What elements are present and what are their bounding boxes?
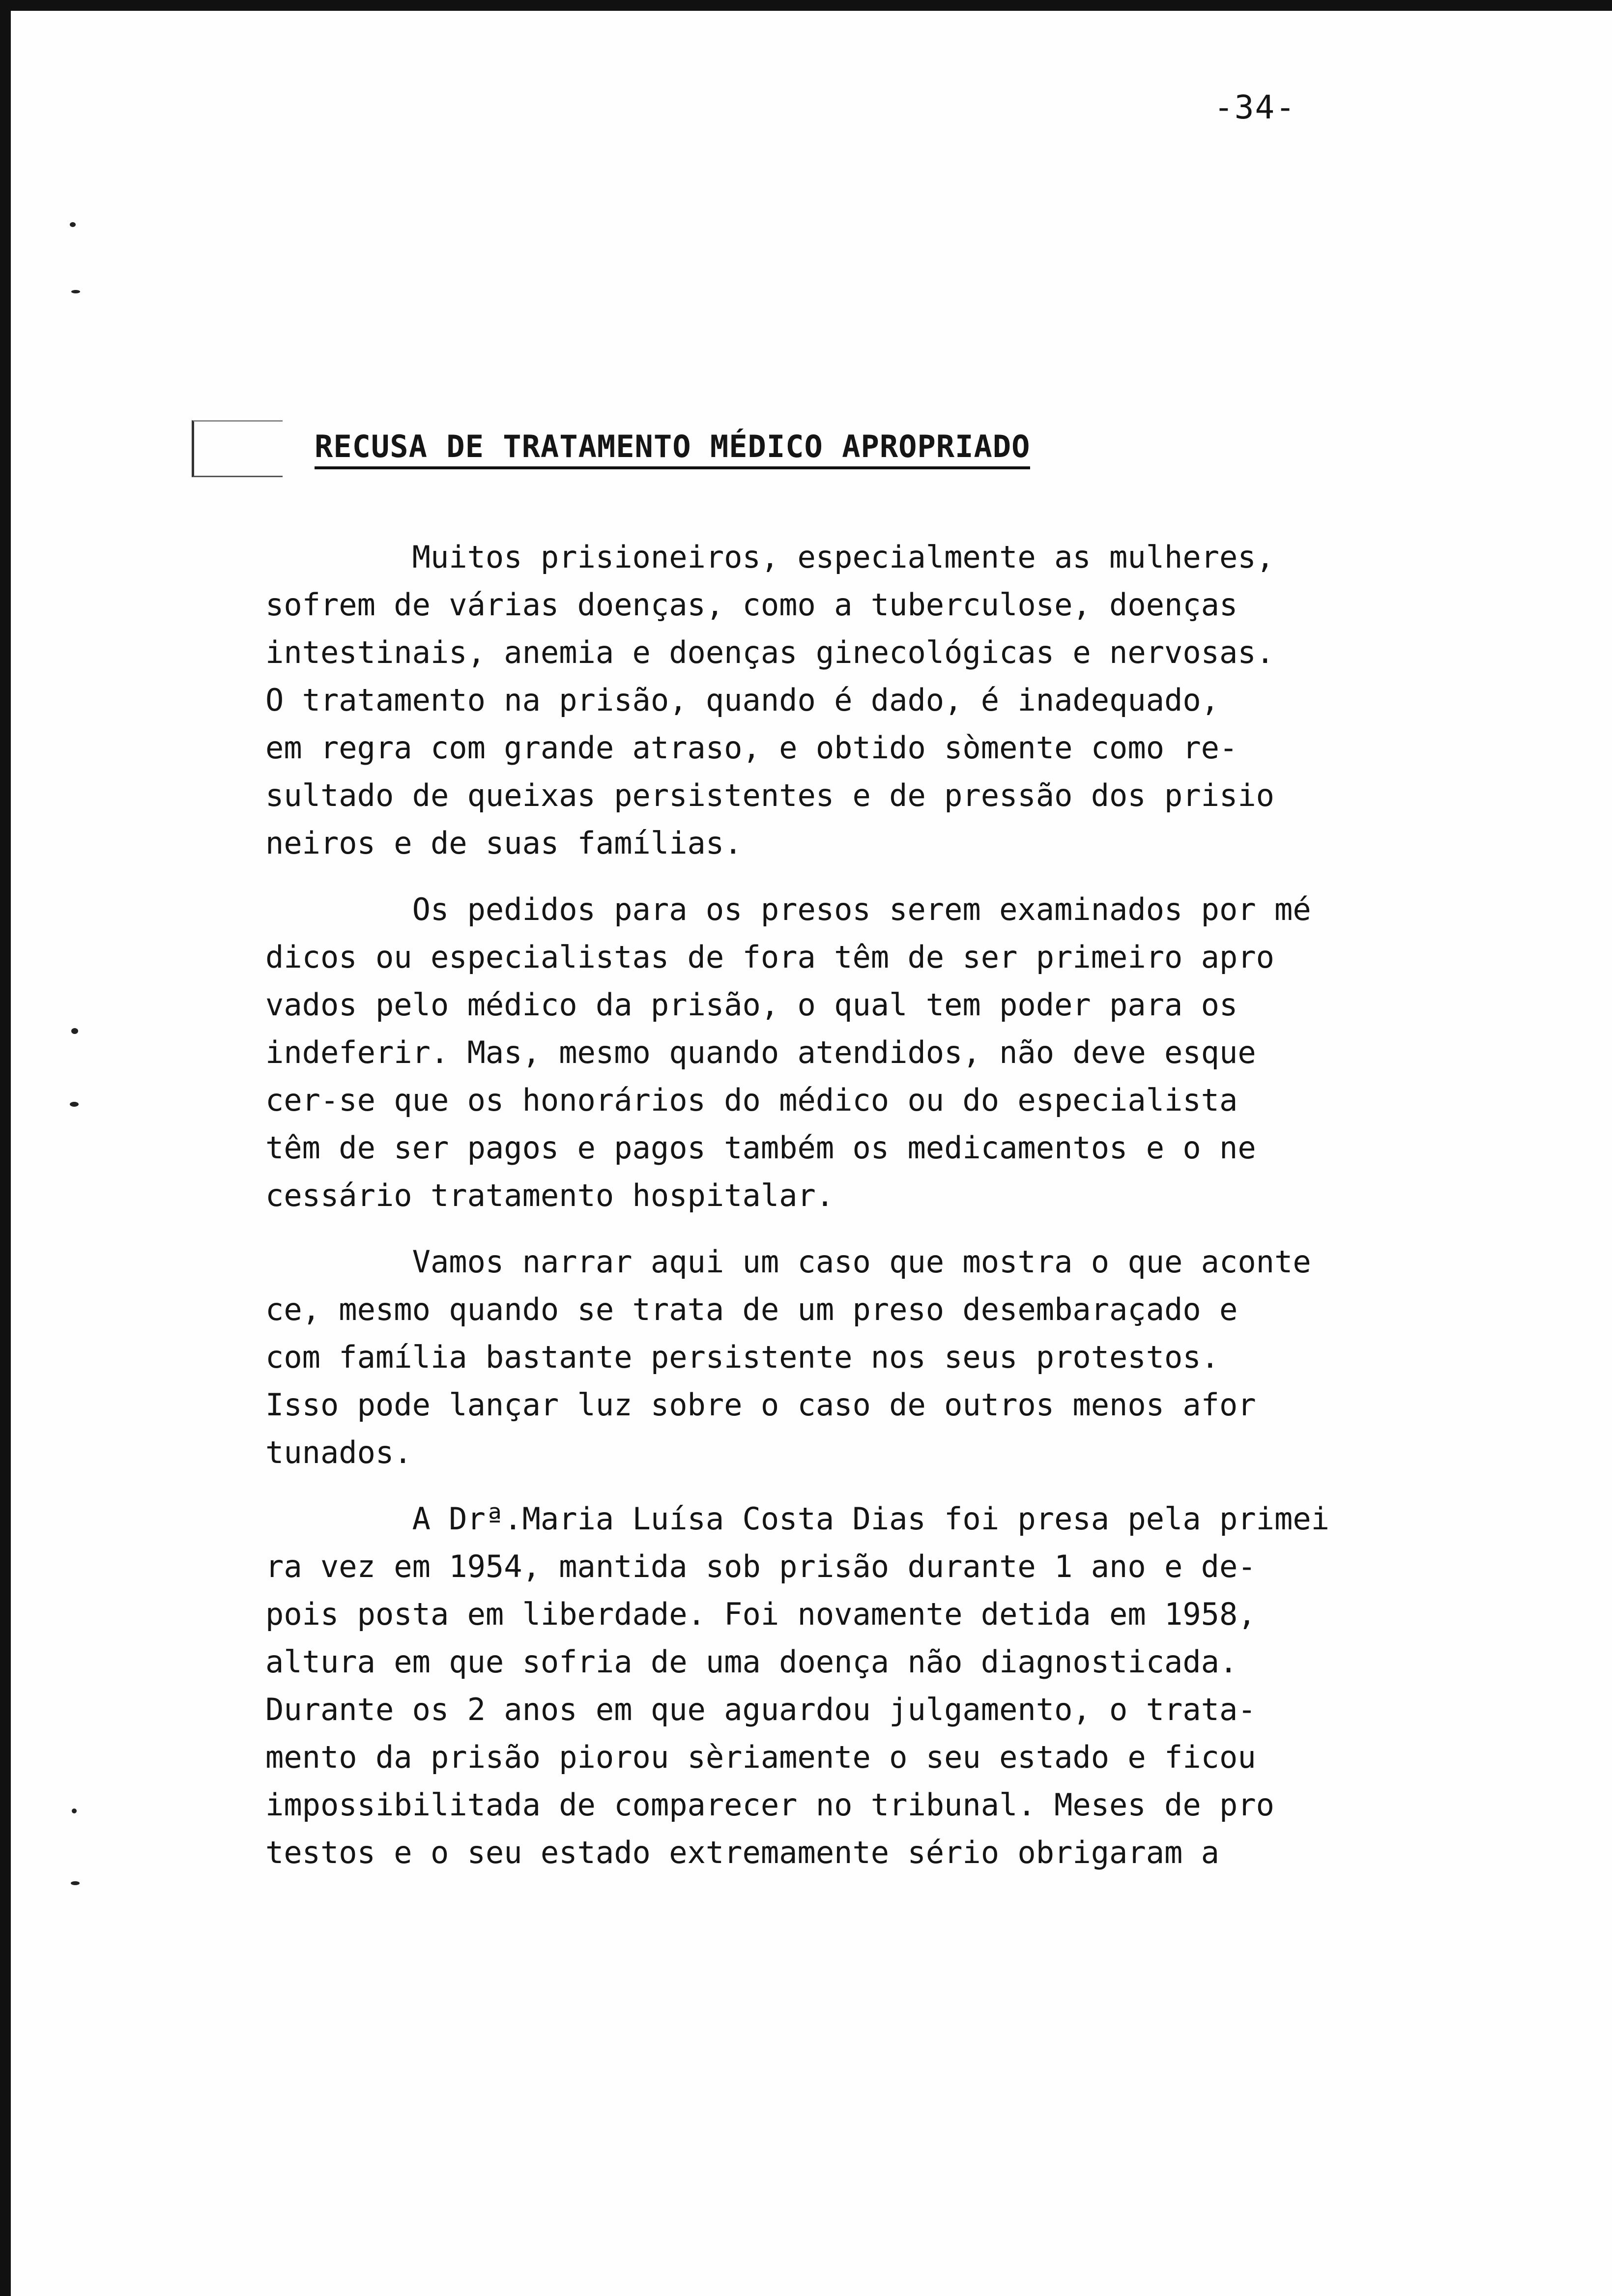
text-line: ra vez em 1954, mantida sob prisão durante 1 ano e de- xyxy=(265,1549,1256,1584)
text-line: pois posta em liberdade. Foi novamente detida em 1958, xyxy=(265,1596,1256,1632)
text-line: altura em que sofria de uma doença não diagnosticada. xyxy=(265,1644,1238,1680)
text-line: dicos ou especialistas de fora têm de ser primeiro apro xyxy=(265,939,1274,975)
margin-mark xyxy=(70,1102,79,1107)
paragraph xyxy=(265,533,1376,867)
section-bracket-mark xyxy=(192,420,283,477)
section-title: RECUSA DE TRATAMENTO MÉDICO APROPRIADO xyxy=(315,430,1030,469)
text-line: O tratamento na prisão, quando é dado, é inadequado, xyxy=(265,682,1220,718)
text-line: A Drª.Maria Luísa Costa Dias foi presa pela primei xyxy=(265,1501,1329,1537)
text-line: vados pelo médico da prisão, o qual tem poder para os xyxy=(265,987,1238,1023)
text-line: testos e o seu estado extremamente sério obrigaram a xyxy=(265,1835,1220,1870)
text-line: cessário tratamento hospitalar. xyxy=(265,1177,835,1213)
text-line: intestinais, anemia e doenças ginecológicas e nervosas. xyxy=(265,634,1274,670)
text-line: Vamos narrar aqui um caso que mostra o que aconte xyxy=(265,1244,1311,1280)
margin-mark xyxy=(71,1881,80,1885)
text-line: Isso pode lançar luz sobre o caso de outros menos afor xyxy=(265,1387,1256,1423)
paragraph xyxy=(265,1495,1376,1876)
text-line: impossibilitada de comparecer no tribunal. Meses de pro xyxy=(265,1787,1274,1823)
margin-mark xyxy=(71,290,80,293)
paragraph xyxy=(265,886,1376,1219)
text-line: tunados. xyxy=(265,1435,412,1470)
text-line: sultado de queixas persistentes e de pressão dos prisio xyxy=(265,777,1274,813)
text-line: sofrem de várias doenças, como a tuberculose, doenças xyxy=(265,587,1238,623)
text-line: mento da prisão piorou sèriamente o seu estado e ficou xyxy=(265,1739,1256,1775)
margin-mark xyxy=(72,1808,77,1813)
text-line: Durante os 2 anos em que aguardou julgamento, o trata- xyxy=(265,1692,1256,1727)
page-number: -34- xyxy=(1214,88,1296,126)
paragraph xyxy=(265,1238,1376,1476)
margin-mark xyxy=(71,1028,78,1034)
text-line: com família bastante persistente nos seus protestos. xyxy=(265,1339,1220,1375)
text-line: ce, mesmo quando se trata de um preso desembaraçado e xyxy=(265,1292,1238,1327)
text-line: Muitos prisioneiros, especialmente as mulheres, xyxy=(265,539,1274,575)
text-line: indeferir. Mas, mesmo quando atendidos, não deve esque xyxy=(265,1034,1256,1070)
text-line: em regra com grande atraso, e obtido sòmente como re- xyxy=(265,730,1238,766)
margin-mark xyxy=(70,222,76,227)
text-line: Os pedidos para os presos serem examinados por mé xyxy=(265,891,1311,927)
scan-border-left xyxy=(0,0,11,2296)
body-text xyxy=(265,533,1376,1895)
text-line: neiros e de suas famílias. xyxy=(265,825,743,861)
text-line: têm de ser pagos e pagos também os medicamentos e o ne xyxy=(265,1130,1256,1166)
scan-border-top xyxy=(0,0,1612,11)
text-line: cer-se que os honorários do médico ou do especialista xyxy=(265,1082,1238,1118)
